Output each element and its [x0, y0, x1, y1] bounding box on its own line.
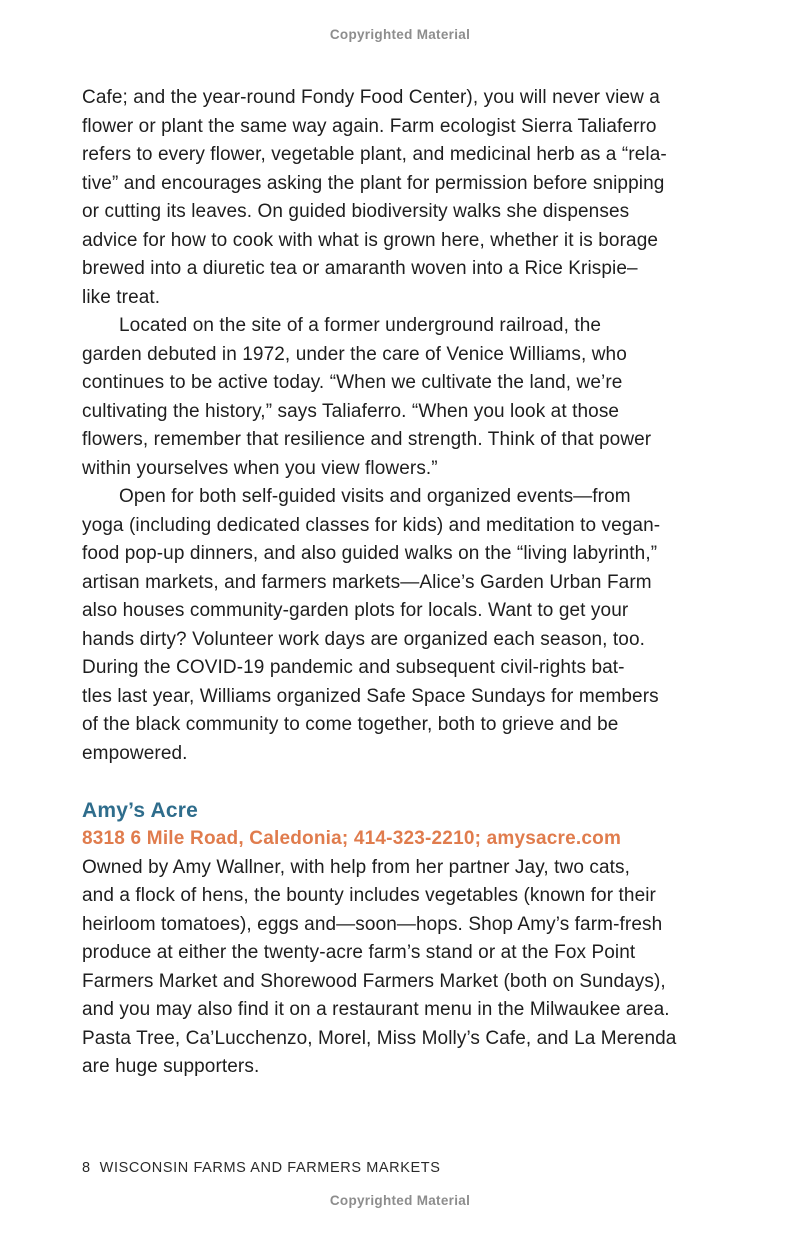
text-line: tive” and encourages asking the plant for permission before snipping: [82, 172, 665, 194]
text-line: continues to be active today. “When we cultivate the land, we’re: [82, 372, 623, 393]
text-line: Pasta Tree, Ca’Lucchenzo, Morel, Miss Molly’s Cafe, and La Merenda: [82, 1027, 677, 1049]
text-line: flowers, remember that resilience and strength. Think of that power: [82, 429, 652, 450]
text-line: refers to every flower, vegetable plant, and medicinal herb as a “rela-: [82, 144, 667, 165]
listing-paragraph: [82, 854, 728, 1082]
text-line: heirloom tomatoes), eggs and—soon—hops. Shop Amy’s farm-fresh: [82, 913, 663, 935]
text-line: food pop-up dinners, and also guided walks on the “living labyrinth,”: [82, 543, 658, 564]
listing-address: 8318 6 Mile Road, Caledonia; 414-323-2210; amysacre.com: [82, 828, 622, 849]
text-line: tles last year, Williams organized Safe Space Sundays for members: [82, 685, 659, 707]
text-line: are huge supporters.: [82, 1056, 260, 1077]
text-line: During the COVID-19 pandemic and subsequent civil-rights bat-: [82, 657, 625, 678]
text-line: Owned by Amy Wallner, with help from her partner Jay, two cats,: [82, 856, 631, 878]
text-line: brewed into a diuretic tea or amaranth woven into a Rice Krispie–: [82, 258, 638, 279]
book-title: WISCONSIN FARMS AND FARMERS MARKETS: [99, 1160, 441, 1176]
text-line: garden debuted in 1972, under the care of Venice Williams, who: [82, 343, 627, 365]
text-line: advice for how to cook with what is grown here, whether it is borage: [82, 229, 659, 251]
copyright-top-text: Copyrighted Material: [329, 27, 471, 42]
text-line: like treat.: [82, 286, 161, 308]
body-text-block: [82, 84, 728, 1082]
listing-name-heading: Amy’s Acre: [82, 799, 199, 822]
text-line: or cutting its leaves. On guided biodiversity walks she dispenses: [82, 201, 630, 222]
text-line: also houses community-garden plots for locals. Want to get your: [82, 600, 629, 621]
text-line: flower or plant the same way again. Farm ecologist Sierra Taliaferro: [82, 115, 657, 137]
text-line: artisan markets, and farmers markets—Alice’s Garden Urban Farm: [82, 571, 652, 593]
text-line: Farmers Market and Shorewood Farmers Market (both on Sundays),: [82, 970, 666, 992]
running-footer: [82, 1160, 441, 1176]
text-line: yoga (including dedicated classes for kids) and meditation to vegan-: [82, 514, 661, 536]
text-line: Located on the site of a former underground railroad, the: [119, 315, 602, 336]
paragraph: [82, 84, 728, 312]
text-line: of the black community to come together, both to grieve and be: [82, 714, 619, 735]
text-line: hands dirty? Volunteer work days are organized each season, too.: [82, 628, 646, 650]
page-number: 8: [82, 1160, 91, 1176]
text-line: Cafe; and the year-round Fondy Food Center), you will never view a: [82, 87, 660, 108]
text-line: empowered.: [82, 742, 188, 764]
copyright-bottom-text: Copyrighted Material: [329, 1193, 471, 1208]
text-line: Open for both self-guided visits and organized events—from: [119, 486, 631, 507]
text-line: produce at either the twenty-acre farm’s stand or at the Fox Point: [82, 942, 636, 963]
text-line: within yourselves when you view flowers.”: [82, 457, 438, 479]
paragraph: [82, 483, 728, 768]
text-line: cultivating the history,” says Taliaferro. “When you look at those: [82, 400, 620, 422]
paragraph: [82, 312, 728, 483]
text-line: and a flock of hens, the bounty includes vegetables (known for their: [82, 885, 656, 906]
text-line: and you may also find it on a restaurant menu in the Milwaukee area.: [82, 999, 670, 1020]
